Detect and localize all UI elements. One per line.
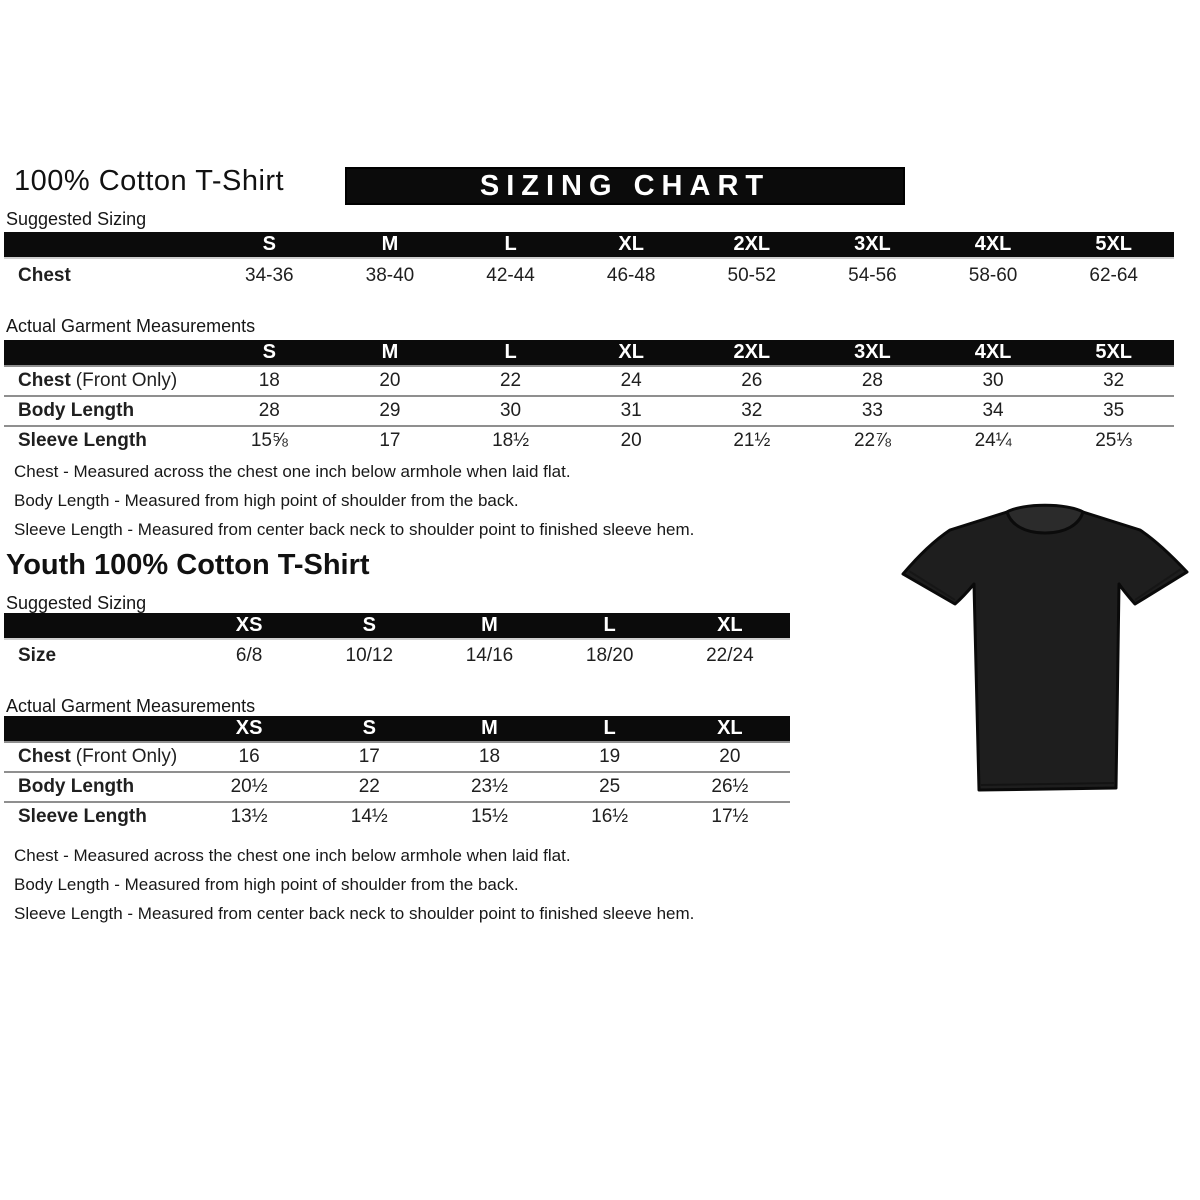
row-label <box>4 396 209 426</box>
youth-suggested-sizing-table <box>4 613 790 672</box>
measurement-value: 22 <box>358 776 380 797</box>
size-col-header: XL <box>670 716 790 742</box>
black-tshirt-image <box>895 492 1195 802</box>
row-label <box>4 366 209 396</box>
measurement-value: 21½ <box>733 430 771 451</box>
measurement-value: 15⅝ <box>250 430 288 451</box>
measurement-value: 50-52 <box>727 265 777 286</box>
empty-header-cell <box>4 613 189 639</box>
size-col-header: 2XL <box>692 232 813 258</box>
youth-actual-measurements-label: Actual Garment Measurements <box>6 696 256 716</box>
size-col-header: 3XL <box>812 232 933 258</box>
measurement-value: 25 <box>599 776 621 797</box>
size-col-header: S <box>309 613 429 639</box>
measurement-value: 28 <box>861 370 883 391</box>
size-col-header: M <box>429 613 549 639</box>
youth-suggested-sizing-label: Suggested Sizing <box>6 593 147 613</box>
size-col-header: S <box>209 340 330 366</box>
measurement-value: 58-60 <box>968 265 1018 286</box>
measurement-value: 28 <box>258 400 280 421</box>
size-col-header: 2XL <box>692 340 813 366</box>
size-col-header: 4XL <box>933 340 1054 366</box>
measurement-value: 18 <box>258 370 280 391</box>
measurement-value: 22/24 <box>706 645 754 666</box>
measurement-value: 20 <box>719 746 741 767</box>
adult-suggested-sizing-table <box>4 232 1174 293</box>
chest-front-only-row <box>4 366 1174 396</box>
measurement-value: 13½ <box>230 806 268 827</box>
size-col-header: M <box>429 716 549 742</box>
measurement-value: 25⅓ <box>1095 430 1133 451</box>
size-col-header: XL <box>670 613 790 639</box>
measurement-value: 19 <box>599 746 621 767</box>
size-header-row <box>4 232 1174 258</box>
size-col-header: 4XL <box>933 232 1054 258</box>
measurement-value: 38-40 <box>365 265 415 286</box>
empty-header-cell <box>4 340 209 366</box>
size-row <box>4 639 790 672</box>
chest-row <box>4 258 1174 293</box>
tshirt-photo <box>895 492 1195 802</box>
measurement-value: 16½ <box>591 806 629 827</box>
row-label-note: (Front Only) <box>75 370 178 391</box>
measurement-value: 30 <box>982 370 1004 391</box>
body-length-row <box>4 396 1174 426</box>
adult-actual-measurements-table <box>4 340 1174 455</box>
measurement-value: 42-44 <box>486 265 535 286</box>
size-col-header: M <box>330 232 451 258</box>
adult-measurement-notes <box>14 457 694 544</box>
note-line: Body Length - Measured from high point of shoulder from the back. <box>14 491 519 510</box>
chest-front-only-row <box>4 742 790 772</box>
measurement-value: 15½ <box>470 806 508 827</box>
measurement-value: 16 <box>238 746 260 767</box>
measurement-value: 14½ <box>350 806 388 827</box>
size-col-header: S <box>209 232 330 258</box>
row-label-text: Chest <box>18 746 71 767</box>
note-line: Sleeve Length - Measured from center back neck to shoulder point to finished sleeve hem. <box>14 520 695 539</box>
row-label-text: Chest <box>18 265 71 286</box>
measurement-value: 17 <box>379 430 401 451</box>
size-header-row <box>4 613 790 639</box>
row-label-text: Body Length <box>18 400 135 421</box>
measurement-value: 20 <box>620 430 642 451</box>
youth-title: Youth 100% Cotton T-Shirt <box>6 549 370 581</box>
measurement-value: 17½ <box>711 806 749 827</box>
measurement-value: 62-64 <box>1089 265 1138 286</box>
size-col-header: XL <box>571 232 692 258</box>
measurement-value: 46-48 <box>606 265 656 286</box>
measurement-value: 54-56 <box>848 265 897 286</box>
measurement-value: 20½ <box>230 776 268 797</box>
row-label <box>4 639 189 672</box>
measurement-value: 14/16 <box>465 645 514 666</box>
tshirt-body-shape <box>903 506 1187 790</box>
row-label-text: Body Length <box>18 776 135 797</box>
measurement-value: 20 <box>379 370 401 391</box>
measurement-value: 30 <box>499 400 522 421</box>
sleeve-length-row <box>4 802 790 831</box>
measurement-value: 6/8 <box>235 645 263 666</box>
row-label <box>4 802 189 831</box>
size-col-header: 5XL <box>1053 232 1174 258</box>
measurement-value: 24 <box>620 370 642 391</box>
measurement-value: 34-36 <box>245 265 294 286</box>
adult-actual-measurements-label: Actual Garment Measurements <box>6 316 256 336</box>
empty-header-cell <box>4 716 189 742</box>
sleeve-length-row <box>4 426 1174 455</box>
size-col-header: L <box>450 232 571 258</box>
size-header-row <box>4 716 790 742</box>
measurement-value: 29 <box>379 400 401 421</box>
note-line: Body Length - Measured from high point of shoulder from the back. <box>14 875 519 894</box>
body-length-row <box>4 772 790 802</box>
measurement-value: 31 <box>620 400 642 421</box>
row-label-note: (Front Only) <box>75 746 178 767</box>
youth-actual-measurements-table <box>4 716 790 831</box>
size-col-header: L <box>550 716 670 742</box>
adult-title: 100% Cotton T-Shirt <box>14 165 285 197</box>
measurement-value: 32 <box>741 400 763 421</box>
size-col-header: 3XL <box>812 340 933 366</box>
empty-header-cell <box>4 232 209 258</box>
measurement-value: 18½ <box>492 430 530 451</box>
measurement-value: 32 <box>1103 370 1125 391</box>
measurement-value: 10/12 <box>345 645 394 666</box>
size-col-header: XS <box>189 613 309 639</box>
adult-suggested-sizing-label: Suggested Sizing <box>6 209 147 229</box>
row-label <box>4 426 209 455</box>
note-line: Chest - Measured across the chest one inch below armhole when laid flat. <box>14 462 571 481</box>
measurement-value: 18/20 <box>585 645 634 666</box>
measurement-value: 26½ <box>711 776 749 797</box>
size-col-header: XL <box>571 340 692 366</box>
measurement-value: 24¼ <box>974 430 1012 451</box>
note-line: Chest - Measured across the chest one inch below armhole when laid flat. <box>14 846 571 865</box>
row-label-text: Sleeve Length <box>18 806 147 827</box>
measurement-value: 33 <box>861 400 883 421</box>
size-col-header: L <box>550 613 670 639</box>
size-col-header: L <box>450 340 571 366</box>
size-header-row <box>4 340 1174 366</box>
measurement-value: 23½ <box>470 776 508 797</box>
size-col-header: XS <box>189 716 309 742</box>
measurement-value: 17 <box>358 746 380 767</box>
youth-measurement-notes <box>14 841 694 928</box>
size-col-header: M <box>330 340 451 366</box>
measurement-value: 34 <box>982 400 1004 421</box>
row-label-text: Size <box>18 645 57 666</box>
row-label-text: Chest <box>18 370 71 391</box>
size-col-header: S <box>309 716 429 742</box>
row-label <box>4 742 189 772</box>
row-label <box>4 772 189 802</box>
row-label-text: Sleeve Length <box>18 430 147 451</box>
measurement-value: 35 <box>1103 400 1125 421</box>
sizing-chart-banner: SIZING CHART <box>345 167 905 205</box>
note-line: Sleeve Length - Measured from center back neck to shoulder point to finished sleeve hem. <box>14 904 695 923</box>
size-col-header: 5XL <box>1053 340 1174 366</box>
measurement-value: 26 <box>741 370 763 391</box>
measurement-value: 22 <box>499 370 522 391</box>
row-label <box>4 258 209 293</box>
measurement-value: 18 <box>478 746 501 767</box>
measurement-value: 22⅞ <box>853 430 891 451</box>
